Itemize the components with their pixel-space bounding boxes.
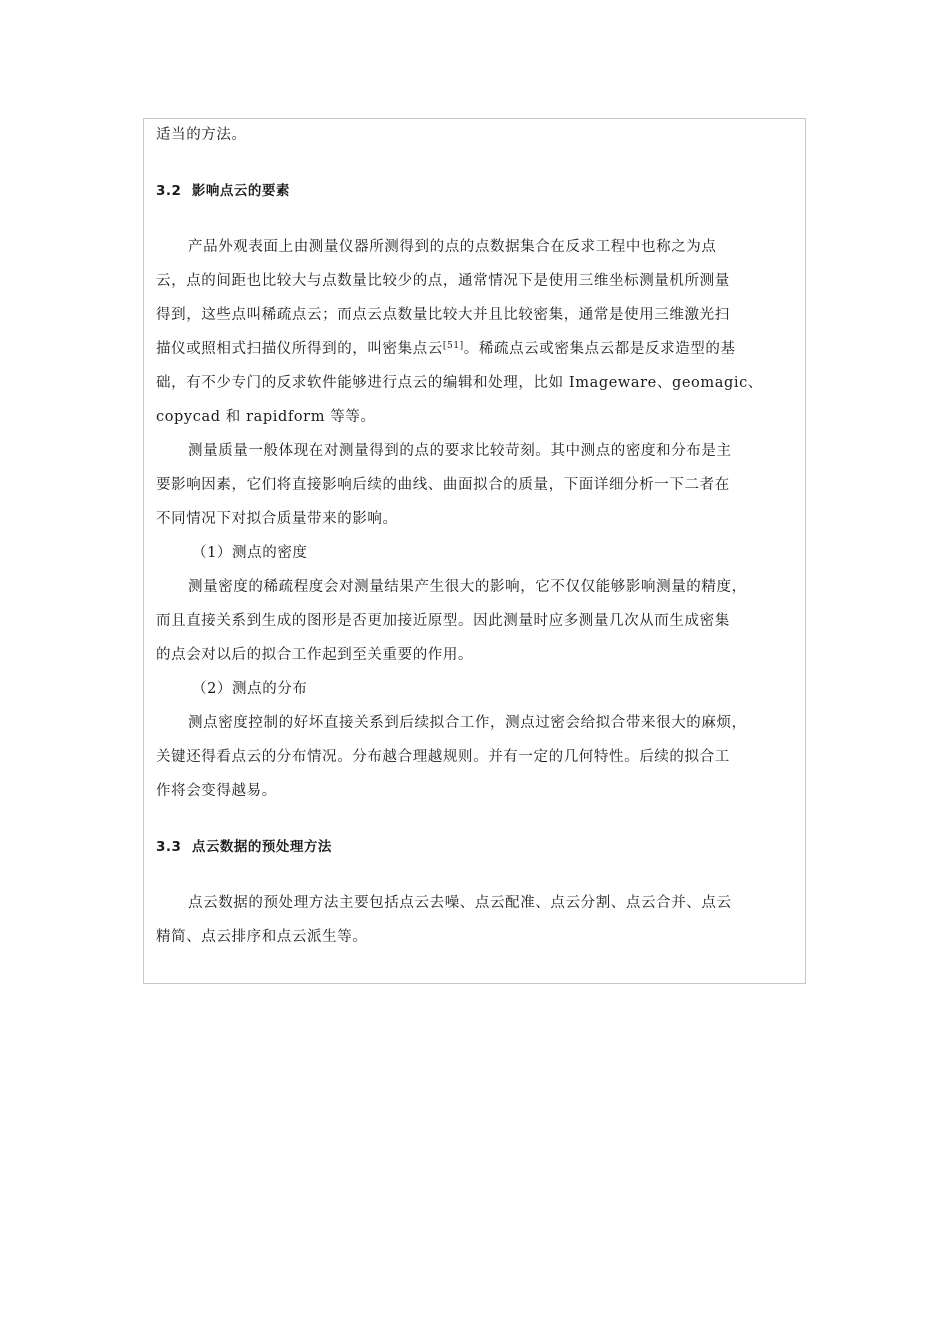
citation-ref: [51] <box>442 341 464 351</box>
paragraph-line: 云，点的间距也比较大与点数量比较少的点，通常情况下是使用三维坐标测量机所测量 <box>156 273 730 289</box>
subheading-point-distribution: （2）测点的分布 <box>192 681 308 697</box>
paragraph-line: copycad 和 rapidform 等等。 <box>156 409 376 425</box>
paragraph-line: 测量密度的稀疏程度会对测量结果产生很大的影响，它不仅仅能够影响测量的精度， <box>188 579 747 595</box>
paragraph-line: 点云数据的预处理方法主要包括点云去噪、点云配准、点云分割、点云合并、点云 <box>188 895 732 911</box>
line-text: 描仪或照相式扫描仪所得到的，叫密集点云 <box>156 341 443 357</box>
paragraph-line: 测点密度控制的好坏直接关系到后续拟合工作，测点过密会给拟合带来很大的麻烦， <box>188 715 747 731</box>
paragraph-line: 要影响因素，它们将直接影响后续的曲线、曲面拟合的质量，下面详细分析一下二者在 <box>156 477 730 493</box>
paragraph-preprocessing <box>156 886 792 954</box>
paragraph-line: 不同情况下对拟合质量带来的影响。 <box>156 511 398 527</box>
section-number: 3.2 <box>156 183 182 199</box>
paragraph-line: 关键还得看点云的分布情况。分布越合理越规则。并有一定的几何特性。后续的拟合工 <box>156 749 730 765</box>
document-body <box>156 118 792 954</box>
paragraph-line: 作将会变得越易。 <box>156 783 277 799</box>
line-text: 。稀疏点云或密集点云都是反求造型的基 <box>463 341 736 357</box>
paragraph-measurement-quality <box>156 434 792 536</box>
section-number: 3.3 <box>156 839 182 855</box>
paragraph-line: 产品外观表面上由测量仪器所测得到的点的点数据集合在反求工程中也称之为点 <box>188 239 717 255</box>
section-heading-3-3 <box>156 830 792 864</box>
paragraph-line: 得到，这些点叫稀疏点云；而点云点数量比较大并且比较密集，通常是使用三维激光扫 <box>156 307 730 323</box>
paragraph-line: 础，有不少专门的反求软件能够进行点云的编辑和处理，比如 Imageware、geomagic、 <box>156 375 763 391</box>
subheading-point-density: （1）测点的密度 <box>192 545 308 561</box>
paragraph-point-distribution <box>156 706 792 808</box>
paragraph-line: 而且直接关系到生成的图形是否更加接近原型。因此测量时应多测量几次从而生成密集 <box>156 613 730 629</box>
intro-tail: 适当的方法。 <box>156 127 247 143</box>
paragraph-point-density <box>156 570 792 672</box>
section-title: 点云数据的预处理方法 <box>191 839 332 855</box>
section-title: 影响点云的要素 <box>191 183 290 199</box>
paragraph-line <box>156 332 792 366</box>
section-heading-3-2 <box>156 174 792 208</box>
paragraph-line: 的点会对以后的拟合工作起到至关重要的作用。 <box>156 647 474 663</box>
paragraph-line: 测量质量一般体现在对测量得到的点的要求比较苛刻。其中测点的密度和分布是主 <box>188 443 732 459</box>
paragraph-line: 精简、点云排序和点云派生等。 <box>156 929 368 945</box>
paragraph-point-cloud-definition <box>156 230 792 434</box>
